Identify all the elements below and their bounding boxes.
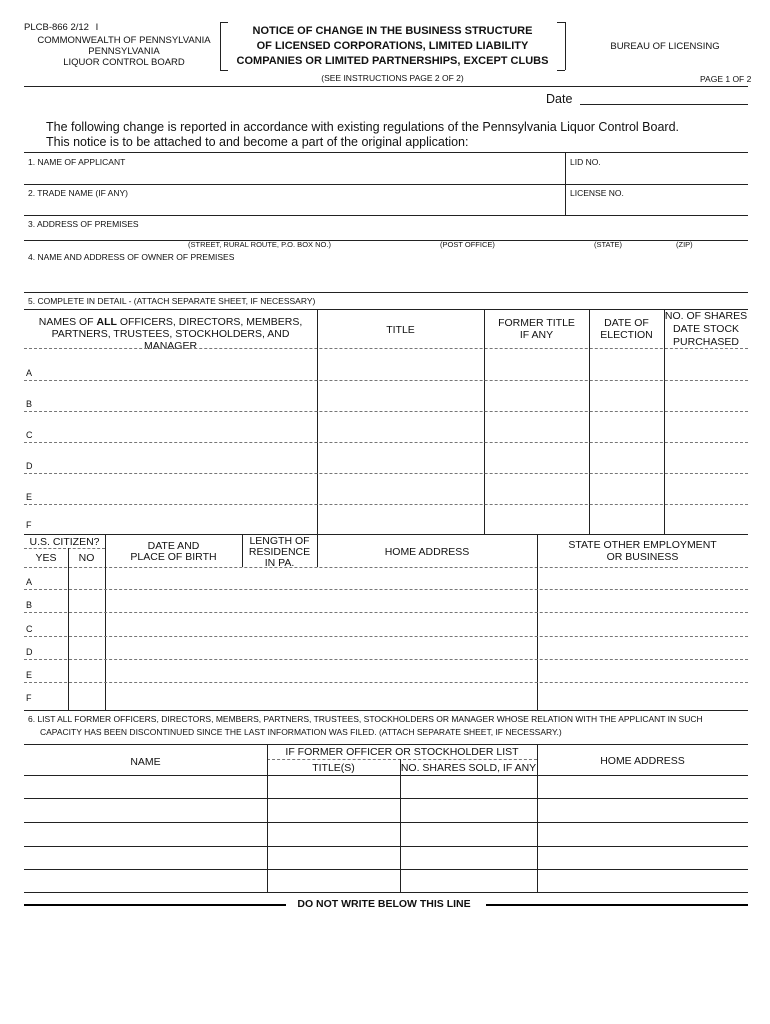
former-title-header-2: IF ANY <box>519 329 554 341</box>
lid-number-input[interactable] <box>570 168 749 182</box>
applicant-name-input[interactable] <box>28 168 562 182</box>
premises-address-input[interactable] <box>28 228 747 240</box>
former-person-2-name[interactable] <box>28 802 268 818</box>
officer-d-name[interactable] <box>40 445 318 471</box>
row2-label-d: D <box>26 647 33 657</box>
former-title-header-1: FORMER TITLE <box>498 317 575 329</box>
former-name-header: NAME <box>130 756 161 768</box>
agency-line-1: COMMONWEALTH OF PENNSYLVANIA <box>37 35 211 46</box>
row2-label-a: A <box>26 577 33 587</box>
shares-sold-header: NO. SHARES SOLD, IF ANY <box>400 762 537 774</box>
person-a-details[interactable] <box>110 572 538 587</box>
intro-line-1: The following change is reported in accordance with existing regulations of the Pennsylvania Liquor Control Board. <box>46 120 680 134</box>
person-a-employment[interactable] <box>540 572 749 587</box>
date-field[interactable] <box>582 91 750 104</box>
state-caption: (STATE) <box>594 240 623 249</box>
premises-address-label: 3. ADDRESS OF PREMISES <box>28 219 139 229</box>
row2-label-c: C <box>26 624 33 634</box>
former-person-3-name[interactable] <box>28 826 268 842</box>
officer-f-name[interactable] <box>40 507 318 532</box>
section-5-title: 5. COMPLETE IN DETAIL - (ATTACH SEPARATE SHEET, IF NECESSARY) <box>28 296 316 306</box>
residence-header-2: RESIDENCE <box>248 546 311 558</box>
row-label-f: F <box>26 520 32 530</box>
shares-header-3: PURCHASED <box>673 336 739 348</box>
trade-name-label: 2. TRADE NAME (IF ANY) <box>28 188 128 198</box>
officer-b-name[interactable] <box>40 383 318 409</box>
row-label-d: D <box>26 461 33 471</box>
former-officer-header: IF FORMER OFFICER OR STOCKHOLDER LIST <box>285 746 519 758</box>
do-not-write-notice: DO NOT WRITE BELOW THIS LINE <box>297 898 471 910</box>
names-column-header: NAMES OF ALL OFFICERS, DIRECTORS, MEMBERS, <box>38 316 303 328</box>
bureau-label: BUREAU OF LICENSING <box>610 41 720 52</box>
street-caption: (STREET, RURAL ROUTE, P.O. BOX NO.) <box>188 240 331 249</box>
former-titles-header: TITLE(S) <box>312 762 355 774</box>
section-6-line-1: 6. LIST ALL FORMER OFFICERS, DIRECTORS, MEMBERS, PARTNERS, TRUSTEES, STOCKHOLDERS OR MANAGER WHOSE RELATION WITH THE APPLICANT IN SUCH <box>28 714 703 724</box>
residence-header-3: IN PA. <box>264 557 295 569</box>
lid-number-label: LID NO. <box>570 157 601 167</box>
form-title-line-1: NOTICE OF CHANGE IN THE BUSINESS STRUCTURE <box>252 25 533 37</box>
form-title-line-3: COMPANIES OR LIMITED PARTNERSHIPS, EXCEPT CLUBS <box>236 55 549 67</box>
date-label: Date <box>546 92 573 106</box>
citizen-no-header: NO <box>78 552 95 564</box>
license-number-label: LICENSE NO. <box>570 188 624 198</box>
residence-header-1: LENGTH OF <box>249 535 310 547</box>
row2-label-f: F <box>26 693 32 703</box>
home-address-header: HOME ADDRESS <box>384 546 470 558</box>
owner-label: 4. NAME AND ADDRESS OF OWNER OF PREMISES <box>28 252 235 262</box>
post-office-caption: (POST OFFICE) <box>440 240 495 249</box>
instructions-note: (SEE INSTRUCTIONS PAGE 2 OF 2) <box>321 73 464 83</box>
officer-c-name[interactable] <box>40 414 318 440</box>
employment-header-2: OR BUSINESS <box>606 551 679 563</box>
election-header-2: ELECTION <box>600 329 653 341</box>
former-person-1-name[interactable] <box>28 779 268 795</box>
birth-header-2: PLACE OF BIRTH <box>130 551 217 563</box>
birth-header-1: DATE AND <box>147 540 200 552</box>
shares-header-1: NO. OF SHARES <box>664 310 748 322</box>
officer-e-name[interactable] <box>40 476 318 502</box>
employment-header-1: STATE OTHER EMPLOYMENT <box>568 539 717 551</box>
agency-line-3: LIQUOR CONTROL BOARD <box>63 57 185 68</box>
row-label-c: C <box>26 430 33 440</box>
row-label-e: E <box>26 492 33 502</box>
election-header-1: DATE OF <box>604 317 649 329</box>
trade-name-input[interactable] <box>28 199 562 213</box>
citizen-header: U.S. CITIZEN? <box>29 536 100 548</box>
form-title-line-2: OF LICENSED CORPORATIONS, LIMITED LIABILITY <box>256 40 529 52</box>
zip-caption: (ZIP) <box>676 240 693 249</box>
license-number-input[interactable] <box>570 199 749 213</box>
citizen-yes-header: YES <box>35 552 57 564</box>
shares-header-2: DATE STOCK <box>672 323 740 335</box>
applicant-name-label: 1. NAME OF APPLICANT <box>28 157 126 167</box>
title-column-header: TITLE <box>386 324 415 336</box>
row2-label-e: E <box>26 670 33 680</box>
row-label-b: B <box>26 399 33 409</box>
row-label-a: A <box>26 368 33 378</box>
row2-label-b: B <box>26 600 33 610</box>
officer-a-title[interactable] <box>320 352 485 378</box>
former-address-header: HOME ADDRESS <box>600 755 685 767</box>
section-6-line-2: CAPACITY HAS BEEN DISCONTINUED SINCE THE LAST INFORMATION WAS FILED. (ATTACH SEPARATE SHEET, IF NECESSARY.) <box>40 727 562 737</box>
page-number: PAGE 1 OF 2 <box>700 74 752 84</box>
officer-a-name[interactable] <box>40 352 318 378</box>
form-id: PLCB-866 2/12 I <box>24 22 99 33</box>
names-column-header-2: PARTNERS, TRUSTEES, STOCKHOLDERS, AND MANAGER <box>51 328 290 352</box>
intro-line-2: This notice is to be attached to and become a part of the original application: <box>46 135 469 149</box>
owner-input[interactable] <box>28 264 747 290</box>
agency-line-2: PENNSYLVANIA <box>88 46 160 57</box>
